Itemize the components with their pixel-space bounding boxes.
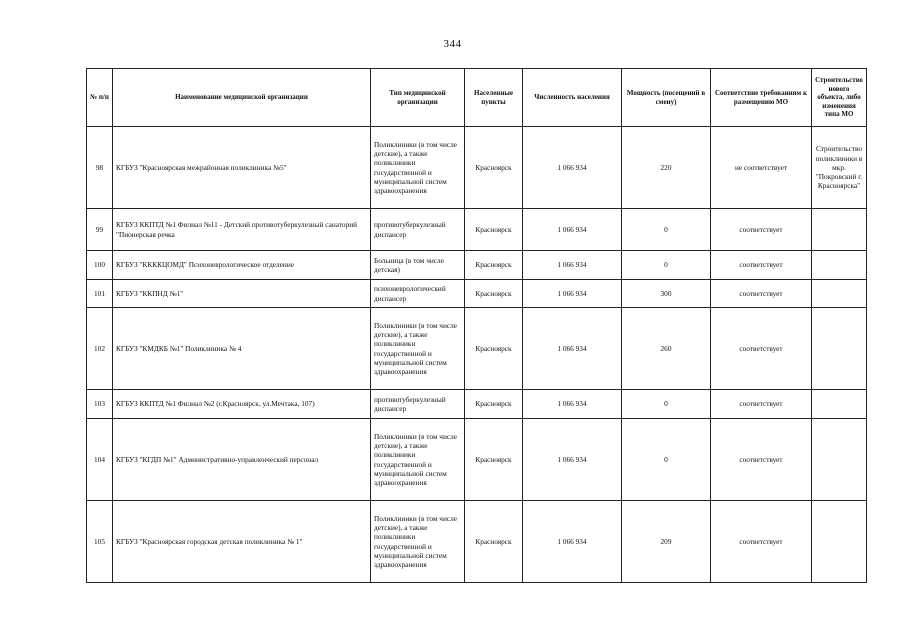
organization-name: КГБУЗ "ККККЦОМД" Психоневрологическое отделение	[113, 251, 371, 280]
row-number: 98	[87, 127, 113, 209]
compliance-status: соответствует	[711, 251, 812, 280]
construction-note	[812, 280, 867, 308]
compliance-status: соответствует	[711, 390, 812, 419]
construction-note	[812, 251, 867, 280]
capacity: 0	[622, 251, 711, 280]
table-row	[87, 209, 867, 251]
organization-type: противотуберкулезный диспансер	[371, 390, 465, 419]
population: 1 066 934	[523, 390, 622, 419]
column-header-construction: Строительство нового объекта, либо изменения типа МО	[812, 69, 867, 127]
organization-name: КГБУЗ "Красноярская межрайонная поликлиника №5"	[113, 127, 371, 209]
capacity: 260	[622, 308, 711, 390]
construction-note	[812, 209, 867, 251]
table-row	[87, 127, 867, 209]
organization-type: психоневрологический диспансер	[371, 280, 465, 308]
row-number: 99	[87, 209, 113, 251]
column-header-population: Численность населения	[523, 69, 622, 127]
construction-note	[812, 501, 867, 583]
capacity: 0	[622, 209, 711, 251]
construction-note	[812, 419, 867, 501]
column-header-organization-type: Тип медицинской организации	[371, 69, 465, 127]
settlement: Красноярск	[465, 501, 523, 583]
row-number: 105	[87, 501, 113, 583]
settlement: Красноярск	[465, 251, 523, 280]
organization-type: Поликлиники (в том числе детские), а также поликлиники государственной и муниципальной систем здравоохранения	[371, 308, 465, 390]
column-header-number: № п/п	[87, 69, 113, 127]
row-number: 101	[87, 280, 113, 308]
organization-type: Поликлиники (в том числе детские), а также поликлиники государственной и муниципальной систем здравоохранения	[371, 419, 465, 501]
construction-note	[812, 390, 867, 419]
organization-type: Больница (в том числе детская)	[371, 251, 465, 280]
table-header-row	[87, 69, 867, 127]
column-header-settlements: Населенные пункты	[465, 69, 523, 127]
compliance-status: соответствует	[711, 209, 812, 251]
medical-organizations-table	[86, 68, 867, 583]
table-row	[87, 280, 867, 308]
capacity: 300	[622, 280, 711, 308]
compliance-status: соответствует	[711, 308, 812, 390]
population: 1 066 934	[523, 419, 622, 501]
capacity: 0	[622, 390, 711, 419]
settlement: Красноярск	[465, 390, 523, 419]
table-row	[87, 308, 867, 390]
construction-note	[812, 308, 867, 390]
organization-type: Поликлиники (в том числе детские), а также поликлиники государственной и муниципальной систем здравоохранения	[371, 127, 465, 209]
table-row	[87, 251, 867, 280]
capacity: 209	[622, 501, 711, 583]
organization-name: КГБУЗ "КМДКБ №1" Поликлиника № 4	[113, 308, 371, 390]
column-header-organization-name: Наименование медицинской организации	[113, 69, 371, 127]
organization-type: Поликлиники (в том числе детские), а также поликлиники государственной и муниципальной систем здравоохранения	[371, 501, 465, 583]
compliance-status: соответствует	[711, 280, 812, 308]
organization-name: КГБУЗ ККПТД №1 Филиал №11 - Детский противотуберкулезный санаторий "Пионерская речка	[113, 209, 371, 251]
row-number: 103	[87, 390, 113, 419]
organization-name: КГБУЗ ККПТД №1 Филиал №2 (г.Красноярск, ул.Мечтака, 107)	[113, 390, 371, 419]
column-header-capacity: Мощность (посещений в смену)	[622, 69, 711, 127]
population: 1 066 934	[523, 209, 622, 251]
table-row	[87, 501, 867, 583]
population: 1 066 934	[523, 127, 622, 209]
table-row	[87, 390, 867, 419]
settlement: Красноярск	[465, 209, 523, 251]
population: 1 066 934	[523, 501, 622, 583]
column-header-compliance: Соответствие требованиям к размещению МО	[711, 69, 812, 127]
settlement: Красноярск	[465, 127, 523, 209]
population: 1 066 934	[523, 308, 622, 390]
settlement: Красноярск	[465, 419, 523, 501]
capacity: 0	[622, 419, 711, 501]
compliance-status: соответствует	[711, 419, 812, 501]
settlement: Красноярск	[465, 280, 523, 308]
row-number: 104	[87, 419, 113, 501]
page-number: 344	[443, 38, 462, 50]
compliance-status: соответствует	[711, 501, 812, 583]
organization-name: КГБУЗ "КГДП №1" Административно-управленческий персонал	[113, 419, 371, 501]
construction-note: Строительство поликлиники в мкр. "Покровский г. Красноярска"	[812, 127, 867, 209]
compliance-status: не соответствует	[711, 127, 812, 209]
row-number: 102	[87, 308, 113, 390]
population: 1 066 934	[523, 280, 622, 308]
capacity: 220	[622, 127, 711, 209]
organization-name: КГБУЗ "Красноярская городская детская поликлиника № 1"	[113, 501, 371, 583]
row-number: 100	[87, 251, 113, 280]
population: 1 066 934	[523, 251, 622, 280]
organization-type: противотуберкулезный диспансер	[371, 209, 465, 251]
settlement: Красноярск	[465, 308, 523, 390]
table-row	[87, 419, 867, 501]
organization-name: КГБУЗ "ККПНД №1"	[113, 280, 371, 308]
